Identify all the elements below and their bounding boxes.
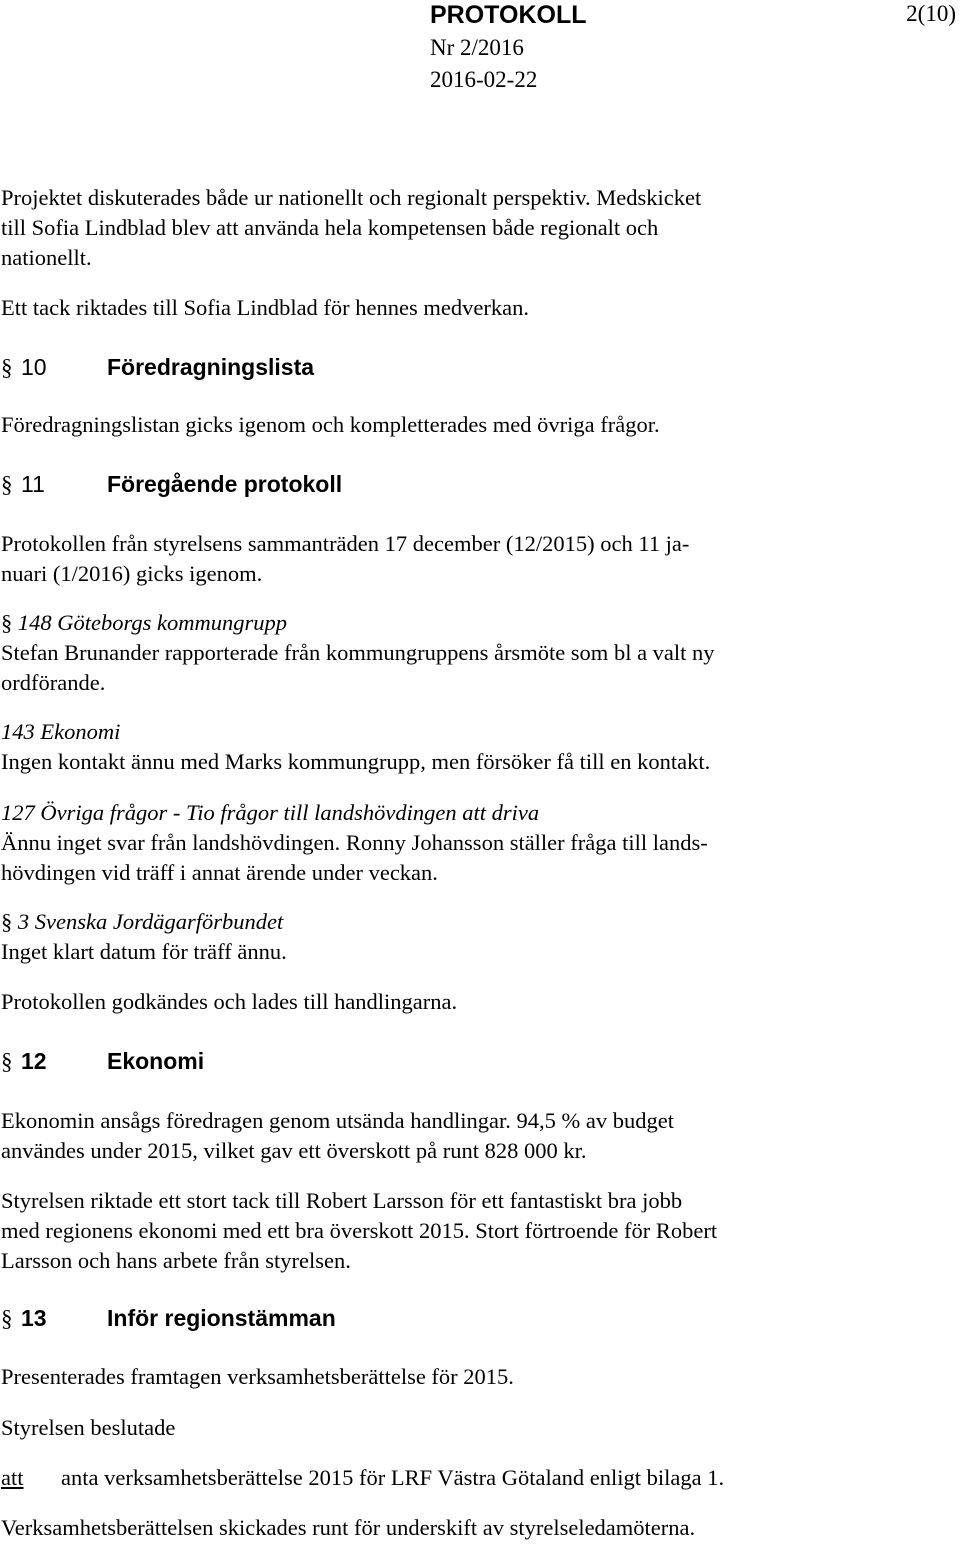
item-143-text: Ingen kontakt ännu med Marks kommungrupp, men försöker få till en kontakt.	[1, 749, 711, 774]
text-line: till Sofia Lindblad blev att använda hela kompetensen både regionalt och	[1, 215, 659, 240]
text-line: Ekonomin ansågs föredragen genom utsända handlingar. 94,5 % av budget	[1, 1108, 674, 1133]
section-symbol: §	[1, 909, 13, 934]
section-symbol: §	[1, 1049, 13, 1074]
section-13-paragraph-3: Verksamhetsberättelsen skickades runt för underskift av styrelseledamöterna.	[1, 1515, 696, 1540]
text-line: ordförande.	[1, 670, 106, 695]
section-number: 10	[21, 354, 47, 380]
text-line: Ännu inget svar från landshövdingen. Ronny Johansson ställer fråga till lands-	[1, 830, 708, 855]
item-3-text: Inget klart datum för träff ännu.	[1, 939, 287, 964]
section-symbol: §	[1, 355, 13, 380]
section-title: Föregående protokoll	[107, 471, 343, 497]
section-12-paragraph-1	[1, 1106, 941, 1166]
section-heading-13	[1, 1303, 336, 1334]
protocol-date: 2016-02-22	[430, 67, 538, 92]
text-line: med regionens ekonomi med ett bra överskott 2015. Stort förtroende för Robert	[1, 1218, 718, 1243]
text-line: Projektet diskuterades både ur nationellt och regionalt perspektiv. Medskicket	[1, 185, 702, 210]
section-heading-12	[1, 1046, 204, 1077]
section-13-paragraph-2: Styrelsen beslutade	[1, 1415, 176, 1440]
decision-row	[1, 1463, 724, 1493]
item-heading-148	[1, 608, 941, 638]
section-title: Ekonomi	[107, 1048, 205, 1074]
text-line: Larsson och hans arbete från styrelsen.	[1, 1248, 351, 1273]
item-heading-143: 143 Ekonomi	[1, 719, 121, 744]
item-127-text	[1, 828, 941, 888]
section-symbol: §	[1, 610, 13, 635]
section-number: 12	[21, 1048, 47, 1074]
section-12-paragraph-2	[1, 1186, 941, 1276]
protocol-number: Nr 2/2016	[430, 35, 524, 60]
section-heading-11	[1, 469, 342, 500]
text-line: användes under 2015, vilket gav ett överskott på runt 828 000 kr.	[1, 1138, 587, 1163]
section-symbol: §	[1, 1306, 13, 1331]
item-heading-text: 148 Göteborgs kommungrupp	[17, 610, 288, 635]
text-line: Protokollen från styrelsens sammanträden 17 december (12/2015) och 11 ja-	[1, 531, 690, 556]
section-10-text: Föredragningslistan gicks igenom och kompletterades med övriga frågor.	[1, 412, 660, 437]
item-148-text	[1, 638, 941, 698]
section-title: Inför regionstämman	[107, 1305, 336, 1331]
text-line: Styrelsen riktade ett stort tack till Robert Larsson för ett fantastiskt bra jobb	[1, 1188, 683, 1213]
section-11-text	[1, 529, 941, 589]
section-number: 11	[21, 471, 45, 497]
section-symbol: §	[1, 472, 13, 497]
decision-text: anta verksamhetsberättelse 2015 för LRF Västra Götaland enligt bilaga 1.	[61, 1465, 725, 1490]
page-number: 2(10)	[906, 1, 956, 26]
item-heading-text: 3 Svenska Jordägarförbundet	[17, 909, 284, 934]
document-title: PROTOKOLL	[430, 1, 587, 29]
intro-paragraph-1	[1, 183, 941, 273]
text-line: nuari (1/2016) gicks igenom.	[1, 561, 263, 586]
att-label: att	[1, 1465, 24, 1490]
text-line: hövdingen vid träff i annat ärende under veckan.	[1, 860, 438, 885]
text-line: Stefan Brunander rapporterade från kommungruppens årsmöte som bl a valt ny	[1, 640, 715, 665]
section-title: Föredragningslista	[107, 354, 315, 380]
section-number: 13	[21, 1305, 47, 1331]
item-heading-3	[1, 907, 941, 937]
text-line: nationellt.	[1, 245, 92, 270]
section-11-closing: Protokollen godkändes och lades till handlingarna.	[1, 989, 458, 1014]
section-heading-10	[1, 352, 314, 383]
intro-paragraph-2: Ett tack riktades till Sofia Lindblad för hennes medverkan.	[1, 295, 529, 320]
item-heading-127: 127 Övriga frågor - Tio frågor till landshövdingen att driva	[1, 800, 540, 825]
section-13-paragraph-1: Presenterades framtagen verksamhetsberättelse för 2015.	[1, 1364, 514, 1389]
